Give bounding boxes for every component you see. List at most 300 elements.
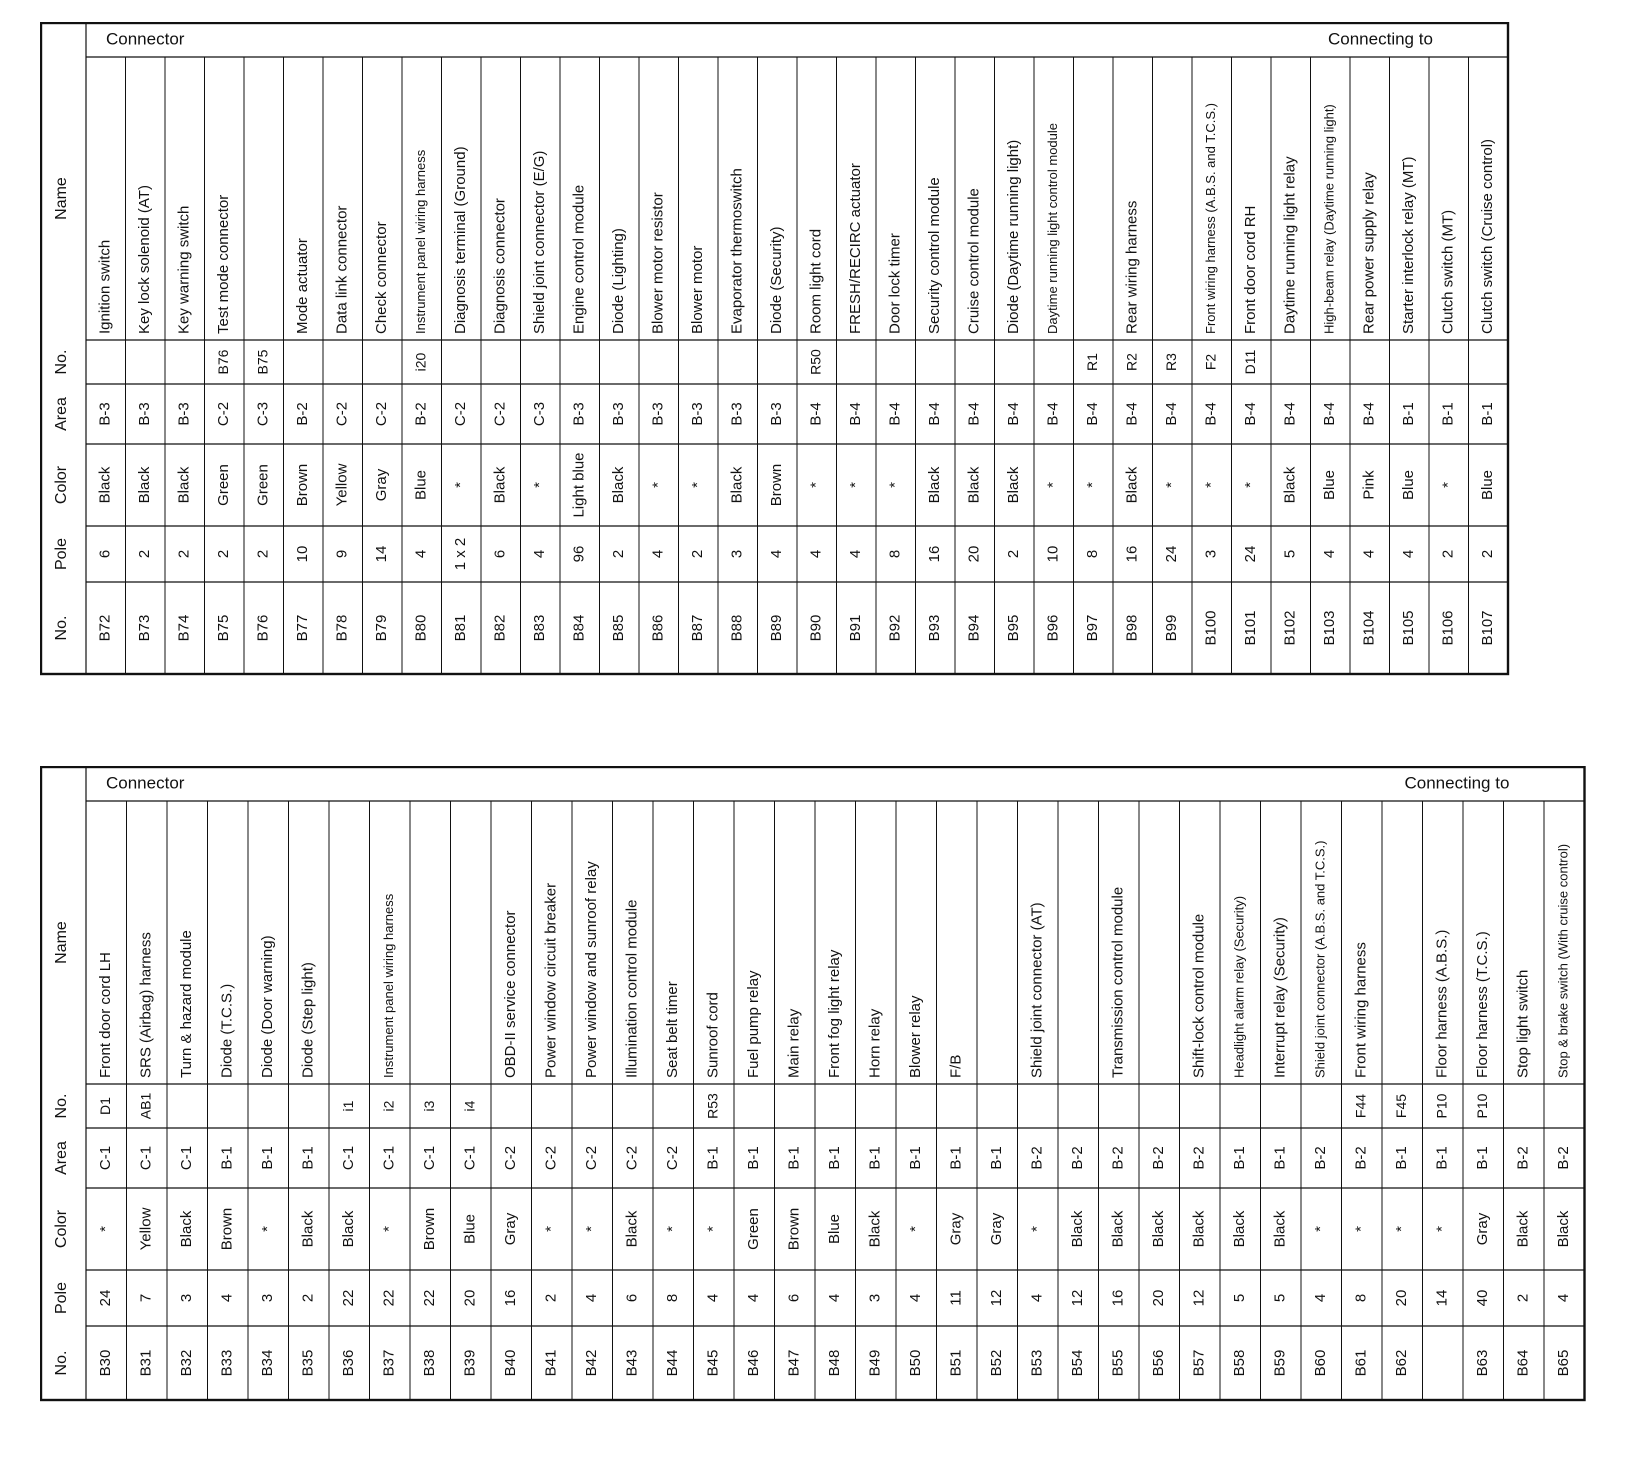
bottom-row xyxy=(1150,801,1179,1400)
top-cell-area: B-3 xyxy=(175,402,193,426)
top-cell-pole: 4 xyxy=(1360,549,1378,559)
bottom-cell-name: Turn & hazard module xyxy=(178,930,196,1078)
top-cell-area: B-4 xyxy=(1360,402,1378,426)
top-cell-name: Blower motor xyxy=(689,245,707,334)
bottom-cell-area: C-1 xyxy=(380,1145,398,1171)
bottom-cell-area: C-2 xyxy=(623,1145,641,1171)
bottom-row xyxy=(259,801,288,1400)
top-cell-pole: 8 xyxy=(886,549,904,559)
top-cell-no: B79 xyxy=(373,614,391,642)
bottom-cell-pole: 4 xyxy=(1555,1293,1573,1303)
bottom-row xyxy=(988,801,1017,1400)
top-header-conn-no: No. xyxy=(53,349,71,375)
bottom-cell-no: B39 xyxy=(461,1349,479,1377)
top-cell-color: * xyxy=(1439,482,1457,488)
bottom-row xyxy=(1352,801,1382,1400)
bottom-cell-color: Black xyxy=(178,1210,196,1248)
bottom-cell-no: B31 xyxy=(137,1349,155,1377)
bottom-cell-color: Black xyxy=(1514,1210,1532,1248)
top-cell-pole: 96 xyxy=(570,545,588,563)
bottom-row xyxy=(300,801,329,1400)
top-header-pole: Pole xyxy=(53,537,71,571)
bottom-cell-pole: 12 xyxy=(988,1289,1006,1307)
bottom-cell-pole: 7 xyxy=(137,1293,155,1303)
bottom-cell-color: * xyxy=(664,1226,682,1232)
bottom-cell-color: Yellow xyxy=(137,1207,155,1251)
bottom-cell-area: B-1 xyxy=(1393,1146,1411,1170)
bottom-cell-area: B-2 xyxy=(1150,1146,1168,1170)
bottom-cell-area: B-2 xyxy=(1069,1146,1087,1170)
top-cell-pole: 4 xyxy=(768,549,786,559)
top-header-area: Area xyxy=(53,397,71,431)
bottom-cell-no: B53 xyxy=(1028,1349,1046,1377)
bottom-cell-color: Gray xyxy=(947,1212,965,1246)
top-frame xyxy=(41,23,1508,674)
bottom-cell-no: B33 xyxy=(218,1349,236,1377)
top-cell-no: B92 xyxy=(886,614,904,642)
top-cell-pole: 14 xyxy=(373,545,391,563)
top-cell-pole: 3 xyxy=(728,549,746,559)
bottom-cell-no: B64 xyxy=(1514,1349,1532,1377)
bottom-cell-area: C-1 xyxy=(178,1145,196,1171)
bottom-cell-color: * xyxy=(1433,1226,1451,1232)
top-cell-area: B-4 xyxy=(1084,402,1102,426)
top-cell-area: B-4 xyxy=(1123,402,1141,426)
top-cell-no: B99 xyxy=(1163,614,1181,642)
bottom-cell-color: * xyxy=(259,1226,277,1232)
bottom-cell-color: * xyxy=(907,1226,925,1232)
bottom-row xyxy=(1110,801,1139,1400)
bottom-cell-name: Interrupt relay (Security) xyxy=(1271,917,1289,1078)
top-cell-name: Daytime running light control module xyxy=(1045,123,1061,334)
bottom-cell-area: B-1 xyxy=(299,1146,317,1170)
bottom-group-headers xyxy=(106,773,1509,792)
top-cell-name: Shield joint connector (E/G) xyxy=(531,150,549,334)
top-cell-conn-no: R3 xyxy=(1162,353,1179,371)
bottom-cell-no: B36 xyxy=(340,1349,358,1377)
bottom-header-color: Color xyxy=(53,1209,71,1249)
bottom-cell-no: B47 xyxy=(785,1349,803,1377)
bottom-cell-no: B59 xyxy=(1271,1349,1289,1377)
top-cell-color: Green xyxy=(254,464,272,506)
bottom-cell-conn-no: R53 xyxy=(704,1093,721,1119)
bottom-cell-pole: 2 xyxy=(299,1293,317,1303)
bottom-cell-pole: 16 xyxy=(502,1289,520,1307)
bottom-cell-color: Black xyxy=(299,1210,317,1248)
bottom-cell-color: * xyxy=(1352,1226,1370,1232)
top-cell-color: Gray xyxy=(373,468,391,502)
bottom-row xyxy=(1272,801,1301,1400)
bottom-row xyxy=(907,801,936,1400)
bottom-cell-color: Gray xyxy=(502,1212,520,1246)
bottom-cell-pole: 6 xyxy=(785,1293,803,1303)
bottom-row xyxy=(867,801,896,1400)
top-cell-no: B101 xyxy=(1242,610,1260,646)
top-cell-pole: 2 xyxy=(1479,549,1497,559)
bottom-cell-no: B50 xyxy=(907,1349,925,1377)
bottom-row xyxy=(1191,801,1220,1400)
top-cell-area: C-2 xyxy=(373,401,391,427)
bottom-cell-color: * xyxy=(542,1226,560,1232)
top-cell-pole: 2 xyxy=(175,549,193,559)
bottom-row xyxy=(1231,801,1260,1400)
top-cell-name: Diagnosis connector xyxy=(491,198,509,334)
bottom-cell-no: B42 xyxy=(583,1349,601,1377)
top-cell-name: Test mode connector xyxy=(215,194,233,334)
bottom-cell-color: Brown xyxy=(785,1207,803,1251)
top-cell-pole: 2 xyxy=(136,549,154,559)
top-cell-pole: 4 xyxy=(649,549,667,559)
bottom-cell-color: * xyxy=(1393,1226,1411,1232)
top-cell-area: B-4 xyxy=(1242,402,1260,426)
top-cell-area: B-3 xyxy=(728,402,746,426)
bottom-cell-area: B-1 xyxy=(907,1146,925,1170)
top-cell-no: B106 xyxy=(1439,610,1457,646)
top-cell-pole: 4 xyxy=(412,549,430,559)
bottom-cell-color: * xyxy=(97,1226,115,1232)
top-cell-area: B-4 xyxy=(1044,402,1062,426)
bottom-cell-color: * xyxy=(583,1226,601,1232)
top-cell-name: Rear wiring harness xyxy=(1123,200,1141,334)
top-cell-color: Blue xyxy=(1400,469,1418,501)
bottom-cell-area: C-1 xyxy=(421,1145,439,1171)
top-cell-pole: 24 xyxy=(1163,545,1181,563)
top-cell-conn-no: B75 xyxy=(254,349,271,375)
top-header-color: Color xyxy=(53,465,71,505)
top-cell-color: Black xyxy=(1005,466,1023,504)
top-cell-pole: 2 xyxy=(610,549,628,559)
top-cell-color: Black xyxy=(728,466,746,504)
top-cell-color: Black xyxy=(491,466,509,504)
bottom-cell-name: Headlight alarm relay (Security) xyxy=(1231,895,1247,1078)
bottom-cell-pole: 40 xyxy=(1474,1289,1492,1307)
bottom-cell-no: B62 xyxy=(1393,1349,1411,1377)
bottom-cell-pole: 3 xyxy=(259,1293,277,1303)
bottom-cell-area: B-1 xyxy=(785,1146,803,1170)
top-cell-color: * xyxy=(886,482,904,488)
bottom-cell-color: * xyxy=(1312,1226,1330,1232)
bottom-cell-name: Sunroof cord xyxy=(704,992,722,1078)
top-cell-color: * xyxy=(807,482,825,488)
bottom-cell-pole: 2 xyxy=(1514,1293,1532,1303)
bottom-cell-no: B55 xyxy=(1109,1349,1127,1377)
top-cell-pole: 10 xyxy=(294,545,312,563)
top-cell-conn-no: F2 xyxy=(1202,353,1219,371)
top-cell-no: B81 xyxy=(452,614,470,642)
bottom-cell-no: B57 xyxy=(1190,1349,1208,1377)
bottom-cell-name: Diode (T.C.S.) xyxy=(218,983,236,1078)
bottom-cell-color: Black xyxy=(1150,1210,1168,1248)
bottom-cell-area: B-1 xyxy=(704,1146,722,1170)
bottom-cell-name: Stop & brake switch (With cruise control) xyxy=(1555,843,1571,1078)
top-cell-no: B93 xyxy=(926,614,944,642)
top-cell-pole: 6 xyxy=(96,549,114,559)
bottom-row xyxy=(1555,801,1584,1400)
top-cell-no: B102 xyxy=(1281,610,1299,646)
bottom-row xyxy=(1393,801,1423,1400)
bottom-cell-pole: 4 xyxy=(583,1293,601,1303)
bottom-row xyxy=(178,801,207,1400)
top-cell-name: Daytime running light relay xyxy=(1281,156,1299,334)
top-cell-no: B96 xyxy=(1044,614,1062,642)
bottom-cell-no: B49 xyxy=(866,1349,884,1377)
top-cell-pole: 20 xyxy=(965,545,983,563)
bottom-cell-color: Black xyxy=(1271,1210,1289,1248)
bottom-row xyxy=(1474,801,1504,1400)
bottom-header-conn-no: No. xyxy=(53,1093,71,1119)
top-cell-pole: 24 xyxy=(1242,545,1260,563)
top-cell-conn-no: R50 xyxy=(807,349,824,375)
bottom-cell-name: Transmission control module xyxy=(1109,886,1127,1078)
bottom-cell-color: Gray xyxy=(1474,1212,1492,1246)
top-cell-color: Black xyxy=(610,466,628,504)
bottom-cell-pole: 24 xyxy=(97,1289,115,1307)
bottom-cell-area: B-2 xyxy=(1514,1146,1532,1170)
bottom-cell-color: Green xyxy=(745,1208,763,1250)
bottom-cell-area: B-1 xyxy=(1271,1146,1289,1170)
top-headers xyxy=(53,177,70,640)
top-cell-area: B-2 xyxy=(412,402,430,426)
bottom-row xyxy=(340,801,370,1400)
top-cell-no: B84 xyxy=(570,614,588,642)
top-cell-color: Black xyxy=(136,466,154,504)
bottom-cell-no: B60 xyxy=(1312,1349,1330,1377)
top-cell-color: * xyxy=(847,482,865,488)
bottom-cell-no: B63 xyxy=(1474,1349,1492,1377)
bottom-row xyxy=(624,801,653,1400)
top-cell-color: Blue xyxy=(1479,469,1497,501)
bottom-cell-pole: 4 xyxy=(1312,1293,1330,1303)
bottom-cell-pole: 22 xyxy=(421,1289,439,1307)
bottom-cell-no: B38 xyxy=(421,1349,439,1377)
bottom-cell-pole: 16 xyxy=(1109,1289,1127,1307)
bottom-cell-color: Black xyxy=(1109,1210,1127,1248)
top-cell-no: B80 xyxy=(412,614,430,642)
bottom-cell-name: Horn relay xyxy=(866,1008,884,1078)
top-cell-color: * xyxy=(689,482,707,488)
bottom-row xyxy=(786,801,815,1400)
top-cell-name: Rear power supply relay xyxy=(1360,172,1378,334)
top-cell-area: B-3 xyxy=(96,402,114,426)
bottom-cell-conn-no: i2 xyxy=(380,1100,397,1112)
bottom-cell-no: B65 xyxy=(1555,1349,1573,1377)
bottom-header-area: Area xyxy=(53,1141,71,1175)
bottom-cell-name: OBD-II service connector xyxy=(502,910,520,1078)
bottom-cell-pole: 4 xyxy=(704,1293,722,1303)
bottom-cell-conn-no: AB1 xyxy=(137,1092,154,1120)
bottom-row xyxy=(1312,801,1341,1400)
bottom-cell-no: B48 xyxy=(826,1349,844,1377)
top-cell-no: B94 xyxy=(965,614,983,642)
bottom-row xyxy=(502,801,531,1400)
top-cell-area: B-4 xyxy=(1163,402,1181,426)
bottom-cell-pole: 22 xyxy=(340,1289,358,1307)
bottom-cell-no: B61 xyxy=(1352,1349,1370,1377)
top-cell-area: C-3 xyxy=(254,401,272,427)
bottom-cell-area: C-2 xyxy=(502,1145,520,1171)
top-cell-name: Instrument panel wiring harness xyxy=(413,149,429,334)
top-cell-pole: 1 x 2 xyxy=(452,537,470,571)
top-cell-pole: 2 xyxy=(215,549,233,559)
top-cell-no: B100 xyxy=(1202,610,1220,646)
bottom-cell-area: B-1 xyxy=(218,1146,236,1170)
bottom-cell-pole: 3 xyxy=(178,1293,196,1303)
top-cell-color: * xyxy=(452,482,470,488)
top-header-connector: Connector xyxy=(106,29,185,49)
connector-table-bottom-grid xyxy=(40,766,1648,1406)
top-cell-no: B72 xyxy=(96,614,114,642)
top-cell-name: Front wiring harness (A.B.S. and T.C.S.) xyxy=(1203,103,1219,334)
bottom-cell-name: Diode (Step light) xyxy=(299,962,317,1078)
top-cell-no: B86 xyxy=(649,614,667,642)
bottom-cell-area: B-1 xyxy=(1433,1146,1451,1170)
top-cell-color: Black xyxy=(965,466,983,504)
top-cell-area: B-3 xyxy=(649,402,667,426)
top-cell-color: * xyxy=(1163,482,1181,488)
bottom-gridlines xyxy=(86,766,1585,1400)
bottom-headers xyxy=(53,921,70,1375)
bottom-cell-pole: 20 xyxy=(1150,1289,1168,1307)
top-cell-color: * xyxy=(1242,482,1260,488)
bottom-cell-conn-no: i1 xyxy=(339,1100,356,1112)
bottom-cell-color: Gray xyxy=(988,1212,1006,1246)
top-cell-pole: 8 xyxy=(1084,549,1102,559)
bottom-cell-pole: 22 xyxy=(380,1289,398,1307)
top-cell-no: B77 xyxy=(294,614,312,642)
top-cell-color: Black xyxy=(926,466,944,504)
bottom-row xyxy=(664,801,693,1400)
top-cell-name: Ignition switch xyxy=(96,239,114,334)
top-cell-area: B-1 xyxy=(1479,402,1497,426)
bottom-cell-area: B-1 xyxy=(826,1146,844,1170)
top-cell-pole: 5 xyxy=(1281,549,1299,559)
top-cell-no: B74 xyxy=(175,614,193,642)
bottom-header-name: Name xyxy=(53,921,71,964)
bottom-cell-name: Seat belt timer xyxy=(664,981,682,1078)
top-cell-name: Diagnosis terminal (Ground) xyxy=(452,146,470,334)
top-cell-color: Black xyxy=(175,466,193,504)
top-group-headers xyxy=(106,29,1433,48)
bottom-cell-no: B30 xyxy=(97,1349,115,1377)
top-cell-color: Green xyxy=(215,464,233,506)
bottom-cell-no: B41 xyxy=(542,1349,560,1377)
bottom-row xyxy=(948,801,977,1400)
bottom-cell-name: Shield joint connector (AT) xyxy=(1028,902,1046,1078)
top-cell-area: B-2 xyxy=(294,402,312,426)
bottom-cell-area: B-1 xyxy=(745,1146,763,1170)
top-cell-conn-no: D11 xyxy=(1241,349,1258,375)
bottom-cell-name: Main relay xyxy=(785,1008,803,1078)
bottom-cell-pole: 4 xyxy=(218,1293,236,1303)
bottom-cell-name: Fuel pump relay xyxy=(745,970,763,1078)
bottom-cell-area: B-1 xyxy=(866,1146,884,1170)
bottom-row xyxy=(1069,801,1098,1400)
bottom-cell-area: B-2 xyxy=(1352,1146,1370,1170)
top-cell-pole: 4 xyxy=(807,549,825,559)
bottom-cell-color: Black xyxy=(340,1210,358,1248)
top-cell-area: B-4 xyxy=(1005,402,1023,426)
top-cell-no: B104 xyxy=(1360,610,1378,646)
bottom-cell-name: Floor harness (T.C.S.) xyxy=(1474,931,1492,1078)
top-cell-color: * xyxy=(1202,482,1220,488)
bottom-row xyxy=(97,801,127,1400)
top-cell-pole: 2 xyxy=(689,549,707,559)
top-cell-pole: 3 xyxy=(1202,549,1220,559)
bottom-cell-name: Shield joint connector (A.B.S. and T.C.S.) xyxy=(1312,840,1328,1078)
top-cell-color: Blue xyxy=(412,469,430,501)
bottom-cell-no: B32 xyxy=(178,1349,196,1377)
bottom-row xyxy=(745,801,774,1400)
bottom-cell-area: B-1 xyxy=(1231,1146,1249,1170)
top-cell-area: B-3 xyxy=(689,402,707,426)
top-cell-no: B78 xyxy=(333,614,351,642)
bottom-cell-pole: 2 xyxy=(542,1293,560,1303)
top-cell-name: Clutch switch (MT) xyxy=(1439,209,1457,334)
top-cell-no: B85 xyxy=(610,614,628,642)
top-cell-no: B87 xyxy=(689,614,707,642)
top-cell-pole: 4 xyxy=(531,549,549,559)
top-cell-conn-no: R2 xyxy=(1123,353,1140,371)
connector-table-bottom xyxy=(40,766,1648,1406)
top-cell-pole: 2 xyxy=(1005,549,1023,559)
top-cell-name: Mode actuator xyxy=(294,238,312,334)
bottom-cell-color: Black xyxy=(623,1210,641,1248)
bottom-cell-area: B-1 xyxy=(947,1146,965,1170)
bottom-row xyxy=(1433,801,1463,1400)
bottom-cell-area: B-2 xyxy=(1555,1146,1573,1170)
top-cell-area: B-4 xyxy=(847,402,865,426)
bottom-row xyxy=(826,801,855,1400)
bottom-cell-conn-no: D1 xyxy=(96,1097,113,1115)
bottom-cell-no: B34 xyxy=(259,1349,277,1377)
bottom-cell-no: B40 xyxy=(502,1349,520,1377)
bottom-header-pole: Pole xyxy=(53,1281,71,1315)
top-cell-area: B-3 xyxy=(136,402,154,426)
bottom-row xyxy=(583,801,612,1400)
top-cell-color: Brown xyxy=(294,463,312,507)
top-cell-pole: 4 xyxy=(847,549,865,559)
top-cell-area: B-1 xyxy=(1400,402,1418,426)
bottom-cell-name: Front wiring harness xyxy=(1352,942,1370,1078)
bottom-cell-color: Brown xyxy=(218,1207,236,1251)
bottom-cell-pole: 4 xyxy=(907,1293,925,1303)
top-cell-conn-no: R1 xyxy=(1083,353,1100,371)
top-cell-name: Cruise control module xyxy=(965,188,983,334)
top-cell-no: B105 xyxy=(1400,610,1418,646)
bottom-cell-no: B37 xyxy=(380,1349,398,1377)
top-cell-color: Brown xyxy=(768,463,786,507)
top-cell-no: B95 xyxy=(1005,614,1023,642)
bottom-cell-area: C-2 xyxy=(542,1145,560,1171)
top-cell-pole: 2 xyxy=(254,549,272,559)
top-cell-name: Security control module xyxy=(926,177,944,334)
top-cell-area: B-4 xyxy=(1321,402,1339,426)
top-cell-area: C-3 xyxy=(531,401,549,427)
bottom-cell-area: B-2 xyxy=(1312,1146,1330,1170)
bottom-cell-pole: 3 xyxy=(866,1293,884,1303)
bottom-cell-no: B54 xyxy=(1069,1349,1087,1377)
top-cell-color: Black xyxy=(1281,466,1299,504)
top-cell-name: FRESH/RECIRC actuator xyxy=(847,163,865,334)
top-cell-area: B-4 xyxy=(1202,402,1220,426)
bottom-cell-pole: 4 xyxy=(745,1293,763,1303)
bottom-cell-pole: 12 xyxy=(1190,1289,1208,1307)
bottom-cell-conn-no: F45 xyxy=(1392,1093,1409,1119)
bottom-cell-name: Illumination control module xyxy=(623,899,641,1078)
top-cell-area: B-4 xyxy=(886,402,904,426)
top-cell-no: B107 xyxy=(1479,610,1497,646)
top-cell-pole: 4 xyxy=(1321,549,1339,559)
